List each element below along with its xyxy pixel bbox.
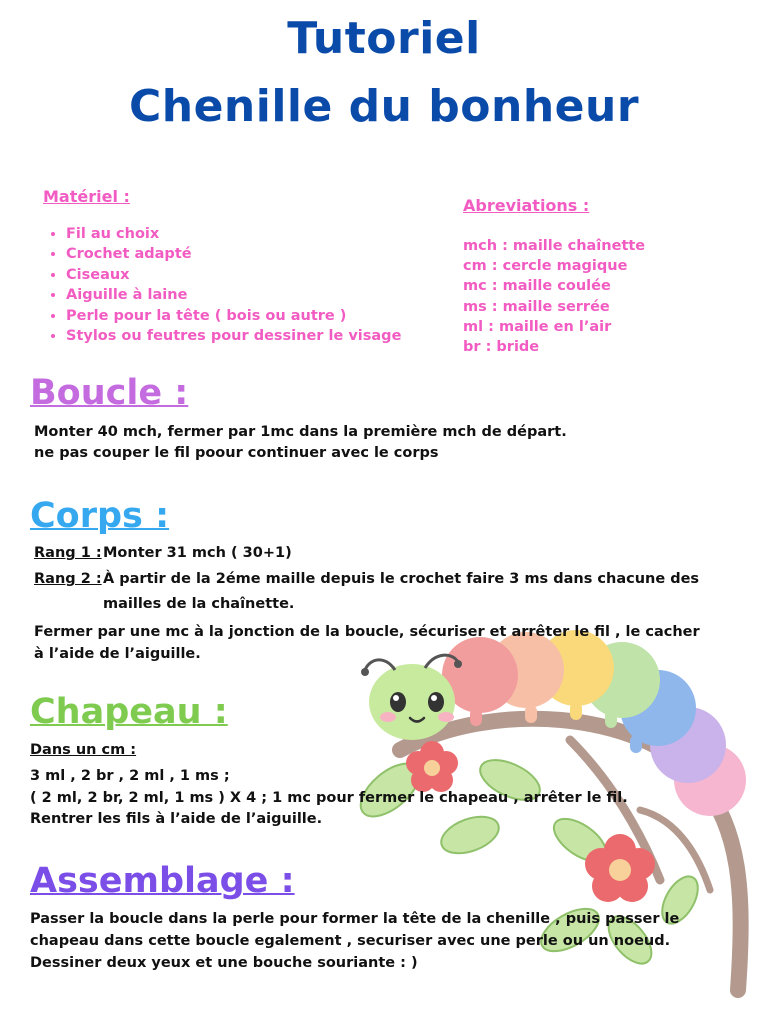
boucle-heading: Boucle : bbox=[30, 373, 189, 413]
corps-close-line1: Fermer par une mc à la jonction de la boucle, sécuriser et arrêter le fil , le cacher bbox=[34, 624, 700, 640]
boucle-line1: Monter 40 mch, fermer par 1mc dans la première mch de départ. bbox=[34, 424, 567, 440]
list-item: • Fil au choix bbox=[66, 224, 401, 244]
chapeau-subtitle: Dans un cm : bbox=[30, 742, 137, 758]
chapeau-line3: Rentrer les fils à l’aide de l’aiguille. bbox=[30, 811, 323, 827]
list-item: • Crochet adapté bbox=[66, 244, 401, 264]
rang2-text2: mailles de la chaînette. bbox=[103, 596, 295, 612]
chapeau-line2: ( 2 ml, 2 br, 2 ml, 1 ms ) X 4 ; 1 mc pour fermer le chapeau , arrêter le fil. bbox=[30, 790, 628, 806]
chapeau-line1: 3 ml , 2 br , 2 ml , 1 ms ; bbox=[30, 768, 230, 784]
corps-heading: Corps : bbox=[30, 496, 170, 536]
assemblage-line2: chapeau dans cette boucle egalement , securiser avec une perle ou un noeud. bbox=[30, 933, 671, 949]
list-item: • Ciseaux bbox=[66, 265, 401, 285]
assemblage-line3: Dessiner deux yeux et une bouche souriante : ) bbox=[30, 955, 418, 971]
materiel-list bbox=[44, 224, 401, 346]
list-item: • Perle pour la tête ( bois ou autre ) bbox=[66, 306, 401, 326]
abreviations-list bbox=[463, 236, 645, 357]
boucle-line2: ne pas couper le fil poour continuer avec le corps bbox=[34, 445, 439, 461]
page-title-line1: Tutoriel bbox=[287, 13, 481, 64]
corps-close-line2: à l’aide de l’aiguille. bbox=[34, 646, 201, 662]
rang1-label: Rang 1 : bbox=[34, 545, 102, 561]
chapeau-heading: Chapeau : bbox=[30, 692, 228, 732]
abreviations-heading: Abreviations : bbox=[463, 196, 590, 215]
materiel-heading: Matériel : bbox=[43, 187, 130, 206]
rang2-text1: À partir de la 2éme maille depuis le crochet faire 3 ms dans chacune des bbox=[103, 571, 700, 587]
list-item: mch : maille chaînette bbox=[463, 238, 646, 254]
list-item: ml : maille en l’air bbox=[463, 318, 612, 335]
assemblage-line1: Passer la boucle dans la perle pour former la tête de la chenille , puis passer le bbox=[30, 911, 680, 927]
assemblage-heading: Assemblage : bbox=[30, 861, 295, 901]
list-item: • Stylos ou feutres pour dessiner le visage bbox=[66, 326, 401, 346]
page-title-line2: Chenille du bonheur bbox=[128, 81, 640, 132]
list-item: br : bride bbox=[463, 339, 540, 356]
list-item: mc : maille coulée bbox=[463, 278, 611, 295]
list-item: cm : cercle magique bbox=[463, 258, 628, 275]
list-item: • Aiguille à laine bbox=[66, 285, 401, 305]
list-item: ms : maille serrée bbox=[463, 298, 610, 315]
rang1-text: Monter 31 mch ( 30+1) bbox=[103, 545, 292, 561]
rang2-label: Rang 2 : bbox=[34, 571, 102, 587]
